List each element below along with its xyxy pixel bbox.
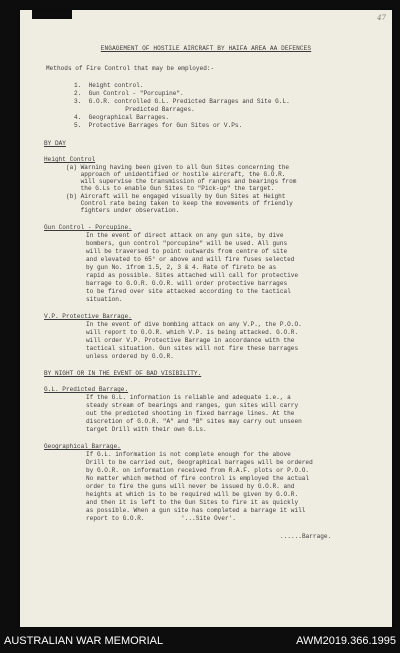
page-number: 47 xyxy=(377,14,386,22)
gl-barrage-line: If the G.L. information is reliable and adequate i.e., a xyxy=(86,394,291,401)
gl-barrage-heading: G.L. Predicted Barrage. xyxy=(44,386,129,393)
method-item: Predicted Barrages. xyxy=(74,106,195,113)
height-control-line: (a) Warning having been given to all Gun Sites concerning the xyxy=(66,164,290,171)
height-control-line: Control rate being taken to keep the movements of friendly xyxy=(66,200,293,207)
vp-barrage-line: unless ordered by G.O.R. xyxy=(86,353,174,360)
document-page xyxy=(20,10,392,627)
section-heading-by-night: BY NIGHT OR IN THE EVENT OF BAD VISIBILITY. xyxy=(44,370,202,377)
gun-control-line: will be traversed to point outwards from centre of site xyxy=(86,248,288,255)
gl-barrage-line: out the predicted shooting in fixed barrage lines. At the xyxy=(86,410,295,417)
intro-text: Methods of Fire Control that may be employed:- xyxy=(46,65,215,72)
document-title: ENGAGEMENT OF HOSTILE AIRCRAFT BY HAIFA AREA AA DEFENCES xyxy=(100,45,312,52)
method-item: 5. Protective Barrages for Gun Sites or V.Ps. xyxy=(74,122,243,129)
gl-barrage-line: steady stream of bearings and ranges, gun sites will carry xyxy=(86,402,299,409)
gl-barrage-line: target Drill with their own G.Ls. xyxy=(86,426,207,433)
gun-control-line: rapid as possible. Sites attached will call for protective xyxy=(86,272,299,279)
height-control-line: (b) Aircraft will be engaged visually by Gun Sites at Height xyxy=(66,193,286,200)
geo-barrage-line: heights at which is to be required will be given by G.O.R. xyxy=(86,491,299,498)
geo-barrage-line: report to G.O.R. '...Site Over'. xyxy=(86,515,236,522)
gun-control-line: barrage to G.O.R. G.O.R. will order protective barrages xyxy=(86,280,288,287)
height-control-line: the G.Ls to enable Gun Sites to "Pick-up" the target. xyxy=(66,185,275,192)
gun-control-line: In the event of direct attack on any gun site, by dive xyxy=(86,232,284,239)
height-control-line: will supervise the transmission of ranges and bearings from xyxy=(66,178,297,185)
section-heading-by-day: BY DAY xyxy=(44,140,66,147)
gun-control-line: to be fired over site attacked according to the tactical xyxy=(86,288,291,295)
height-control-line: fighters under observation. xyxy=(66,207,180,214)
geo-barrage-line: If G.L. information is not complete enough for the above xyxy=(86,451,291,458)
gl-barrage-line: discretion of G.O.R. "A" and "B" sites may carry out unseen xyxy=(86,418,302,425)
binder-tab xyxy=(32,10,72,19)
vp-barrage-line: will order V.P. Protective Barrage in accordance with the xyxy=(86,337,295,344)
height-control-line: approach of unidentified or hostile aircraft, the G.O.R. xyxy=(66,171,286,178)
gun-control-heading: Gun Control - Porcupine. xyxy=(44,224,132,231)
geo-barrage-line: by G.O.R. on information received from R.A.F. plots or P.O.O. xyxy=(86,467,310,474)
vp-barrage-line: will report to G.O.R. which V.P. is being attacked. G.O.R. xyxy=(86,329,299,336)
document-body xyxy=(20,10,392,627)
archive-footer xyxy=(0,628,400,653)
geo-barrage-line: order to fire the guns will never be issued by G.O.R. and xyxy=(86,483,295,490)
method-item: 4. Geographical Barrages. xyxy=(74,114,170,121)
gun-control-line: by gun No. 1from 1.5, 2, 3 & 4. Rate of fireto be as xyxy=(86,264,277,271)
geo-barrage-line: No matter which method of fire control is employed the actual xyxy=(86,475,310,482)
footer-institution: AUSTRALIAN WAR MEMORIAL xyxy=(4,634,164,647)
geo-barrage-line: and then it is left to the Gun Sites to fire it as quickly xyxy=(86,499,299,506)
gun-control-line: bombers, gun control "porcupine" will be used. All guns xyxy=(86,240,288,247)
geo-barrage-heading: Geographical Barrage. xyxy=(44,443,121,450)
gun-control-line: situation. xyxy=(86,296,123,303)
geo-barrage-line: Drill to be carried out, Geographical barrages will be ordered xyxy=(86,459,313,466)
vp-barrage-heading: V.P. Protective Barrage. xyxy=(44,313,132,320)
height-control-heading: Height Control xyxy=(44,156,96,163)
method-item: 2. Gun Control - "Porcupine". xyxy=(74,90,184,97)
method-item: 3. G.O.R. controlled G.L. Predicted Barrages and Site G.L. xyxy=(74,98,290,105)
closing-line: ......Barrage. xyxy=(280,533,332,540)
vp-barrage-line: tactical situation. Gun sites will not fire these barrages xyxy=(86,345,299,352)
vp-barrage-line: In the event of dive bombing attack on any V.P., the P.O.O. xyxy=(86,321,302,328)
geo-barrage-line: as possible. When a gun site has completed a barrage it will xyxy=(86,507,306,514)
footer-catalog-number: AWM2019.366.1995 xyxy=(296,634,396,647)
method-item: 1. Height control. xyxy=(74,82,144,89)
gun-control-line: and elevated to 65° or above and will fire fuses selected xyxy=(86,256,295,263)
